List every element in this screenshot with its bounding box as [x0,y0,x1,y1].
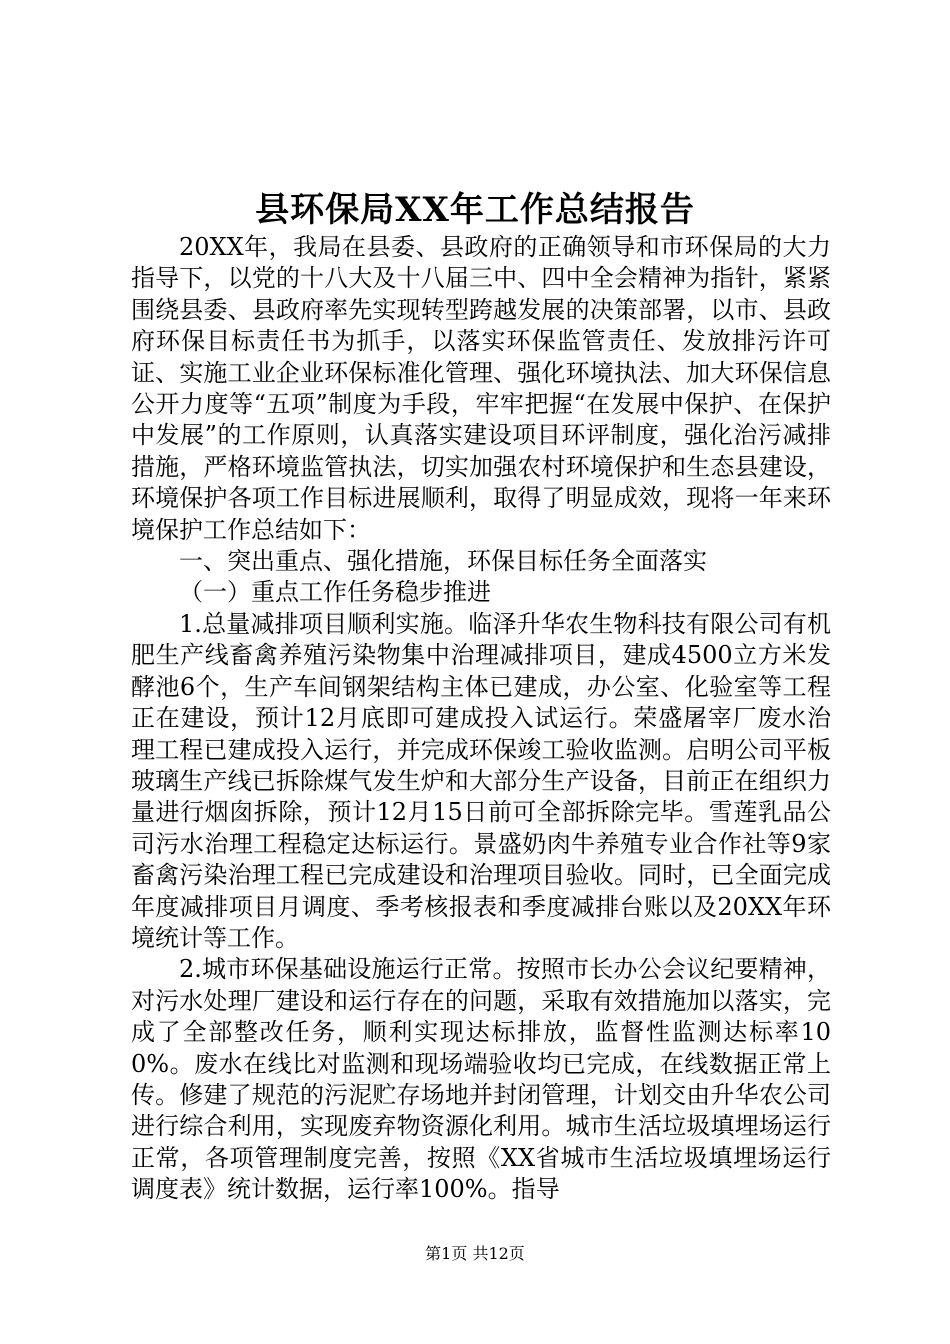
page-footer: 第1页 共12页 [425,1244,525,1263]
subsection-heading: （一）重点工作任务稳步推进 [179,578,491,607]
document-title: 县环保局XX年工作总结报告 [255,190,695,230]
paragraph-item-1: 1.总量减排项目顺利实施。临泽升华农生物科技有限公司有机肥生产线畜禽养殖污染物集中治理减排项目，建成4500立方米发酵池6个，生产车间钢架结构主体已建成，办公室、化验室等工程正在建设，预计12月底即可建成投入试运行。荣盛屠宰厂废水治理工程已建成投入运行，并完成环保竣工验收监测。启明公司平板玻璃生产线已拆除煤气发生炉和大部分生产设备，目前正在组织力量进行烟囱拆除，预计12月15日前可全部拆除完毕。雪莲乳品公司污水治理工程稳定达标运行。景盛奶肉牛养殖专业合作社等9家畜禽污染治理工程已完成建设和治理项目验收。同时，已全面完成年度减排项目月调度、季考核报表和季度减排台账以及20XX年环境统计等工作。 [131,609,831,952]
document-body [131,232,831,1206]
section-heading: 一、突出重点、强化措施，环保目标任务全面落实 [179,547,707,576]
paragraph-item-2: 2.城市环保基础设施运行正常。按照市长办公会议纪要精神，对污水处理厂建设和运行存在的问题，采取有效措施加以落实，完成了全部整改任务，顺利实现达标排放，监督性监测达标率100%。废水在线比对监测和现场端验收均已完成，在线数据正常上传。修建了规范的污泥贮存场地并封闭管理，计划交由升华农公司进行综合利用，实现废弃物资源化利用。城市生活垃圾填埋场运行正常，各项管理制度完善，按照《XX省城市生活垃圾填埋场运行调度表》统计数据，运行率100%。指导 [131,955,831,1204]
paragraph-intro: 20XX年，我局在县委、县政府的正确领导和市环保局的大力指导下，以党的十八大及十八届三中、四中全会精神为指针，紧紧围绕县委、县政府率先实现转型跨越发展的决策部署，以市、县政府环保目标责任书为抓手，以落实环保监管责任、发放排污许可证、实施工业企业环保标准化管理、强化环境执法、加大环保信息公开力度等“五项”制度为手段，牢牢把握“在发展中保护、在保护中发展”的工作原则，认真落实建设项目环评制度，强化治污减排措施，严格环境监管执法，切实加强农村环境保护和生态县建设，环境保护各项工作目标进展顺利，取得了明显成效，现将一年来环境保护工作总结如下： [131,233,831,544]
